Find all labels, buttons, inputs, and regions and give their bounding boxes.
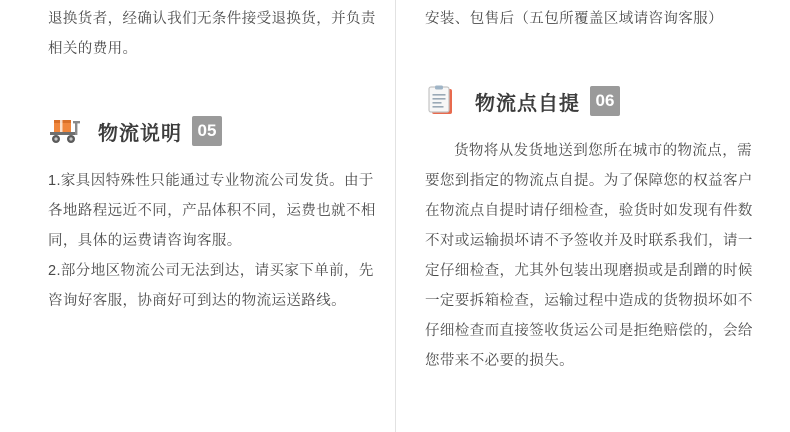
right-column <box>425 0 765 376</box>
left-top-line-2: 相关的费用。 <box>48 41 138 57</box>
logistics-section-header <box>48 110 388 152</box>
logistics-section-number: 05 <box>192 116 222 146</box>
left-column <box>48 0 388 316</box>
pickup-paragraph-1: 货物将从发货地送到您所在城市的物流点，需要您到指定的物流点自提。为了保障您的权益客户在物流点自提时请仔细检查，验货时如发现有件数不对或运输损坏请不予签收并及时联系我们，请一定仔细检查，尤其外包装出现磨损或是刮蹭的时候一定要拆箱检查，运输过程中造成的货物损坏如不仔细检查而直接签收货运公司是拒绝赔偿的，会给您带来不必要的损失。 <box>425 143 753 369</box>
logistics-section-title: 物流说明 <box>98 122 182 145</box>
left-top-paragraph <box>48 0 388 64</box>
right-top-paragraph <box>425 0 765 34</box>
column-divider <box>395 0 396 432</box>
pickup-section-number: 06 <box>590 86 620 116</box>
right-top-line-1: 安装、包售后（五包所覆盖区域请咨询客服） <box>425 11 723 27</box>
pickup-section-header <box>425 80 765 122</box>
pickup-section-title: 物流点自提 <box>475 92 580 115</box>
logistics-section-body <box>48 166 388 316</box>
left-top-line-1: 退换货者，经确认我们无条件接受退换货，并负责 <box>48 11 376 27</box>
logistics-paragraph-1: 1.家具因特殊性只能通过专业物流公司发货。由于各地路程远近不同，产品体积不同，运费也就不相同，具体的运费请咨询客服。 <box>48 173 376 249</box>
logistics-paragraph-2: 2.部分地区物流公司无法到达，请买家下单前，先咨询好客服，协商好可到达的物流运送路线。 <box>48 263 374 309</box>
pickup-section-body <box>425 136 765 376</box>
clipboard-document-icon <box>425 84 465 118</box>
logistics-truck-icon <box>48 114 88 148</box>
